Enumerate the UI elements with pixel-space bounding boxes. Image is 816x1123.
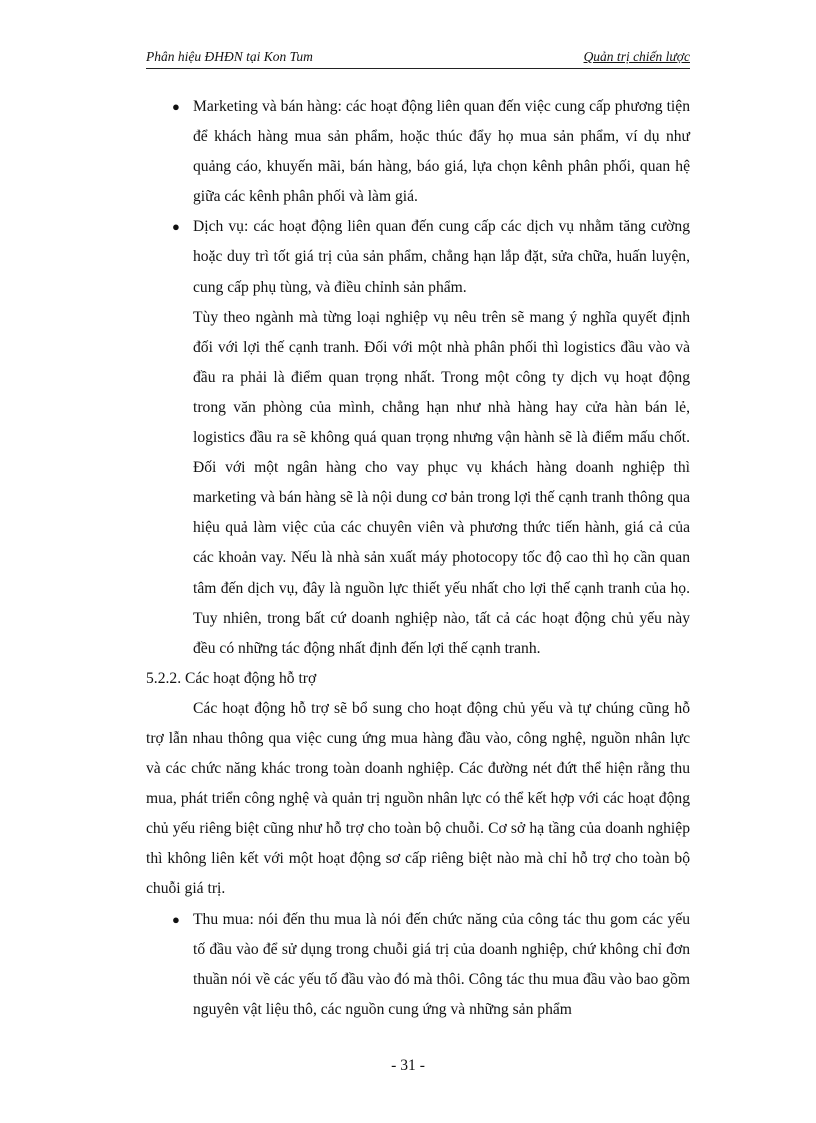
bullet-icon: ● — [172, 219, 180, 235]
section-heading: 5.2.2. Các hoạt động hỗ trợ — [146, 669, 317, 687]
page-header — [146, 48, 690, 69]
list-item-text: Thu mua: nói đến thu mua là nói đến chức năng của công tác thu gom các yếu tố đầu vào để sử dụng trong chuỗi giá trị của doanh nghiệp, chứ không chỉ đơn thuần nói về các yếu tố đầu vào đó mà thôi. Công tác thu mua đầu vào bao gồm nguyên vật liệu thô, các nguồn cung ứng và những sản phẩm — [193, 910, 690, 1018]
body-paragraph-support-activities: Các hoạt động hỗ trợ sẽ bổ sung cho hoạt động chủ yếu và tự chúng cũng hỗ trợ lẫn nhau thông qua việc cung ứng mua hàng đầu vào, công nghệ, nguồn nhân lực và các chức năng khác trong toàn doanh nghiệp. Các đường nét đứt thể hiện rằng thu mua, phát triển công nghệ và quản trị nguồn nhân lực có thể kết hợp với các hoạt động chủ yếu riêng biệt cũng như hỗ trợ cho toàn bộ chuỗi. Cơ sở hạ tầng của doanh nghiệp thì không liên kết với một hoạt động sơ cấp riêng biệt nào mà chỉ hỗ trợ cho toàn bộ chuỗi giá trị. — [146, 699, 690, 898]
header-course-title: Quản trị chiến lược — [583, 49, 690, 64]
header-institution: Phân hiệu ĐHĐN tại Kon Tum — [146, 49, 313, 64]
list-item — [146, 212, 690, 302]
bullet-icon: ● — [172, 911, 180, 927]
list-item — [146, 905, 690, 1025]
page-content — [146, 92, 690, 1025]
bullet-list-primary-activities — [146, 92, 690, 303]
bullet-icon: ● — [172, 99, 180, 114]
body-paragraph-primary-summary: Tùy theo ngành mà từng loại nghiệp vụ nêu trên sẽ mang ý nghĩa quyết định đối với lợi thế cạnh tranh. Đối với một nhà phân phối thì logistics đầu vào và đầu ra phải là điểm quan trọng nhất. Trong một công ty dịch vụ hoạt động trong văn phòng của mình, chẳng hạn như nhà hàng hay cửa hàn bán lẻ, logistics đầu ra sẽ không quá quan trọng nhưng vận hành sẽ là điểm mấu chốt. Đối với một ngân hàng cho vay phục vụ khách hàng doanh nghiệp thì marketing và bán hàng sẽ là nội dung cơ bản trong lợi thế cạnh tranh thông qua hiệu quả làm việc của các chuyên viên và phương thức tiến hành, giá cả của các khoản vay. Nếu là nhà sản xuất máy photocopy tốc độ cao thì họ cần quan tâm đến dịch vụ, đây là nguồn lực thiết yếu nhất cho lợi thế cạnh tranh của họ. Tuy nhiên, trong bất cứ doanh nghiệp nào, tất cả các hoạt động chủ yếu này đều có những tác động nhất định đến lợi thế cạnh tranh. — [193, 308, 690, 657]
list-item-text: Marketing và bán hàng: các hoạt động liên quan đến việc cung cấp phương tiện để khách hàng mua sản phẩm, hoặc thúc đẩy họ mua sản phẩm, ví dụ như quảng cáo, khuyến mãi, bán hàng, báo giá, lựa chọn kênh phân phối, quan hệ giữa các kênh phân phối và làm giá. — [193, 98, 690, 206]
page-number: - 31 - — [391, 1057, 425, 1074]
list-item — [146, 92, 690, 212]
list-item-text: Dịch vụ: các hoạt động liên quan đến cung cấp các dịch vụ nhằm tăng cường hoặc duy trì tốt giá trị của sản phẩm, chẳng hạn lắp đặt, sửa chữa, huấn luyện, cung cấp phụ tùng, và điều chỉnh sản phẩm. — [193, 218, 690, 296]
bullet-list-support-activities — [146, 905, 690, 1025]
